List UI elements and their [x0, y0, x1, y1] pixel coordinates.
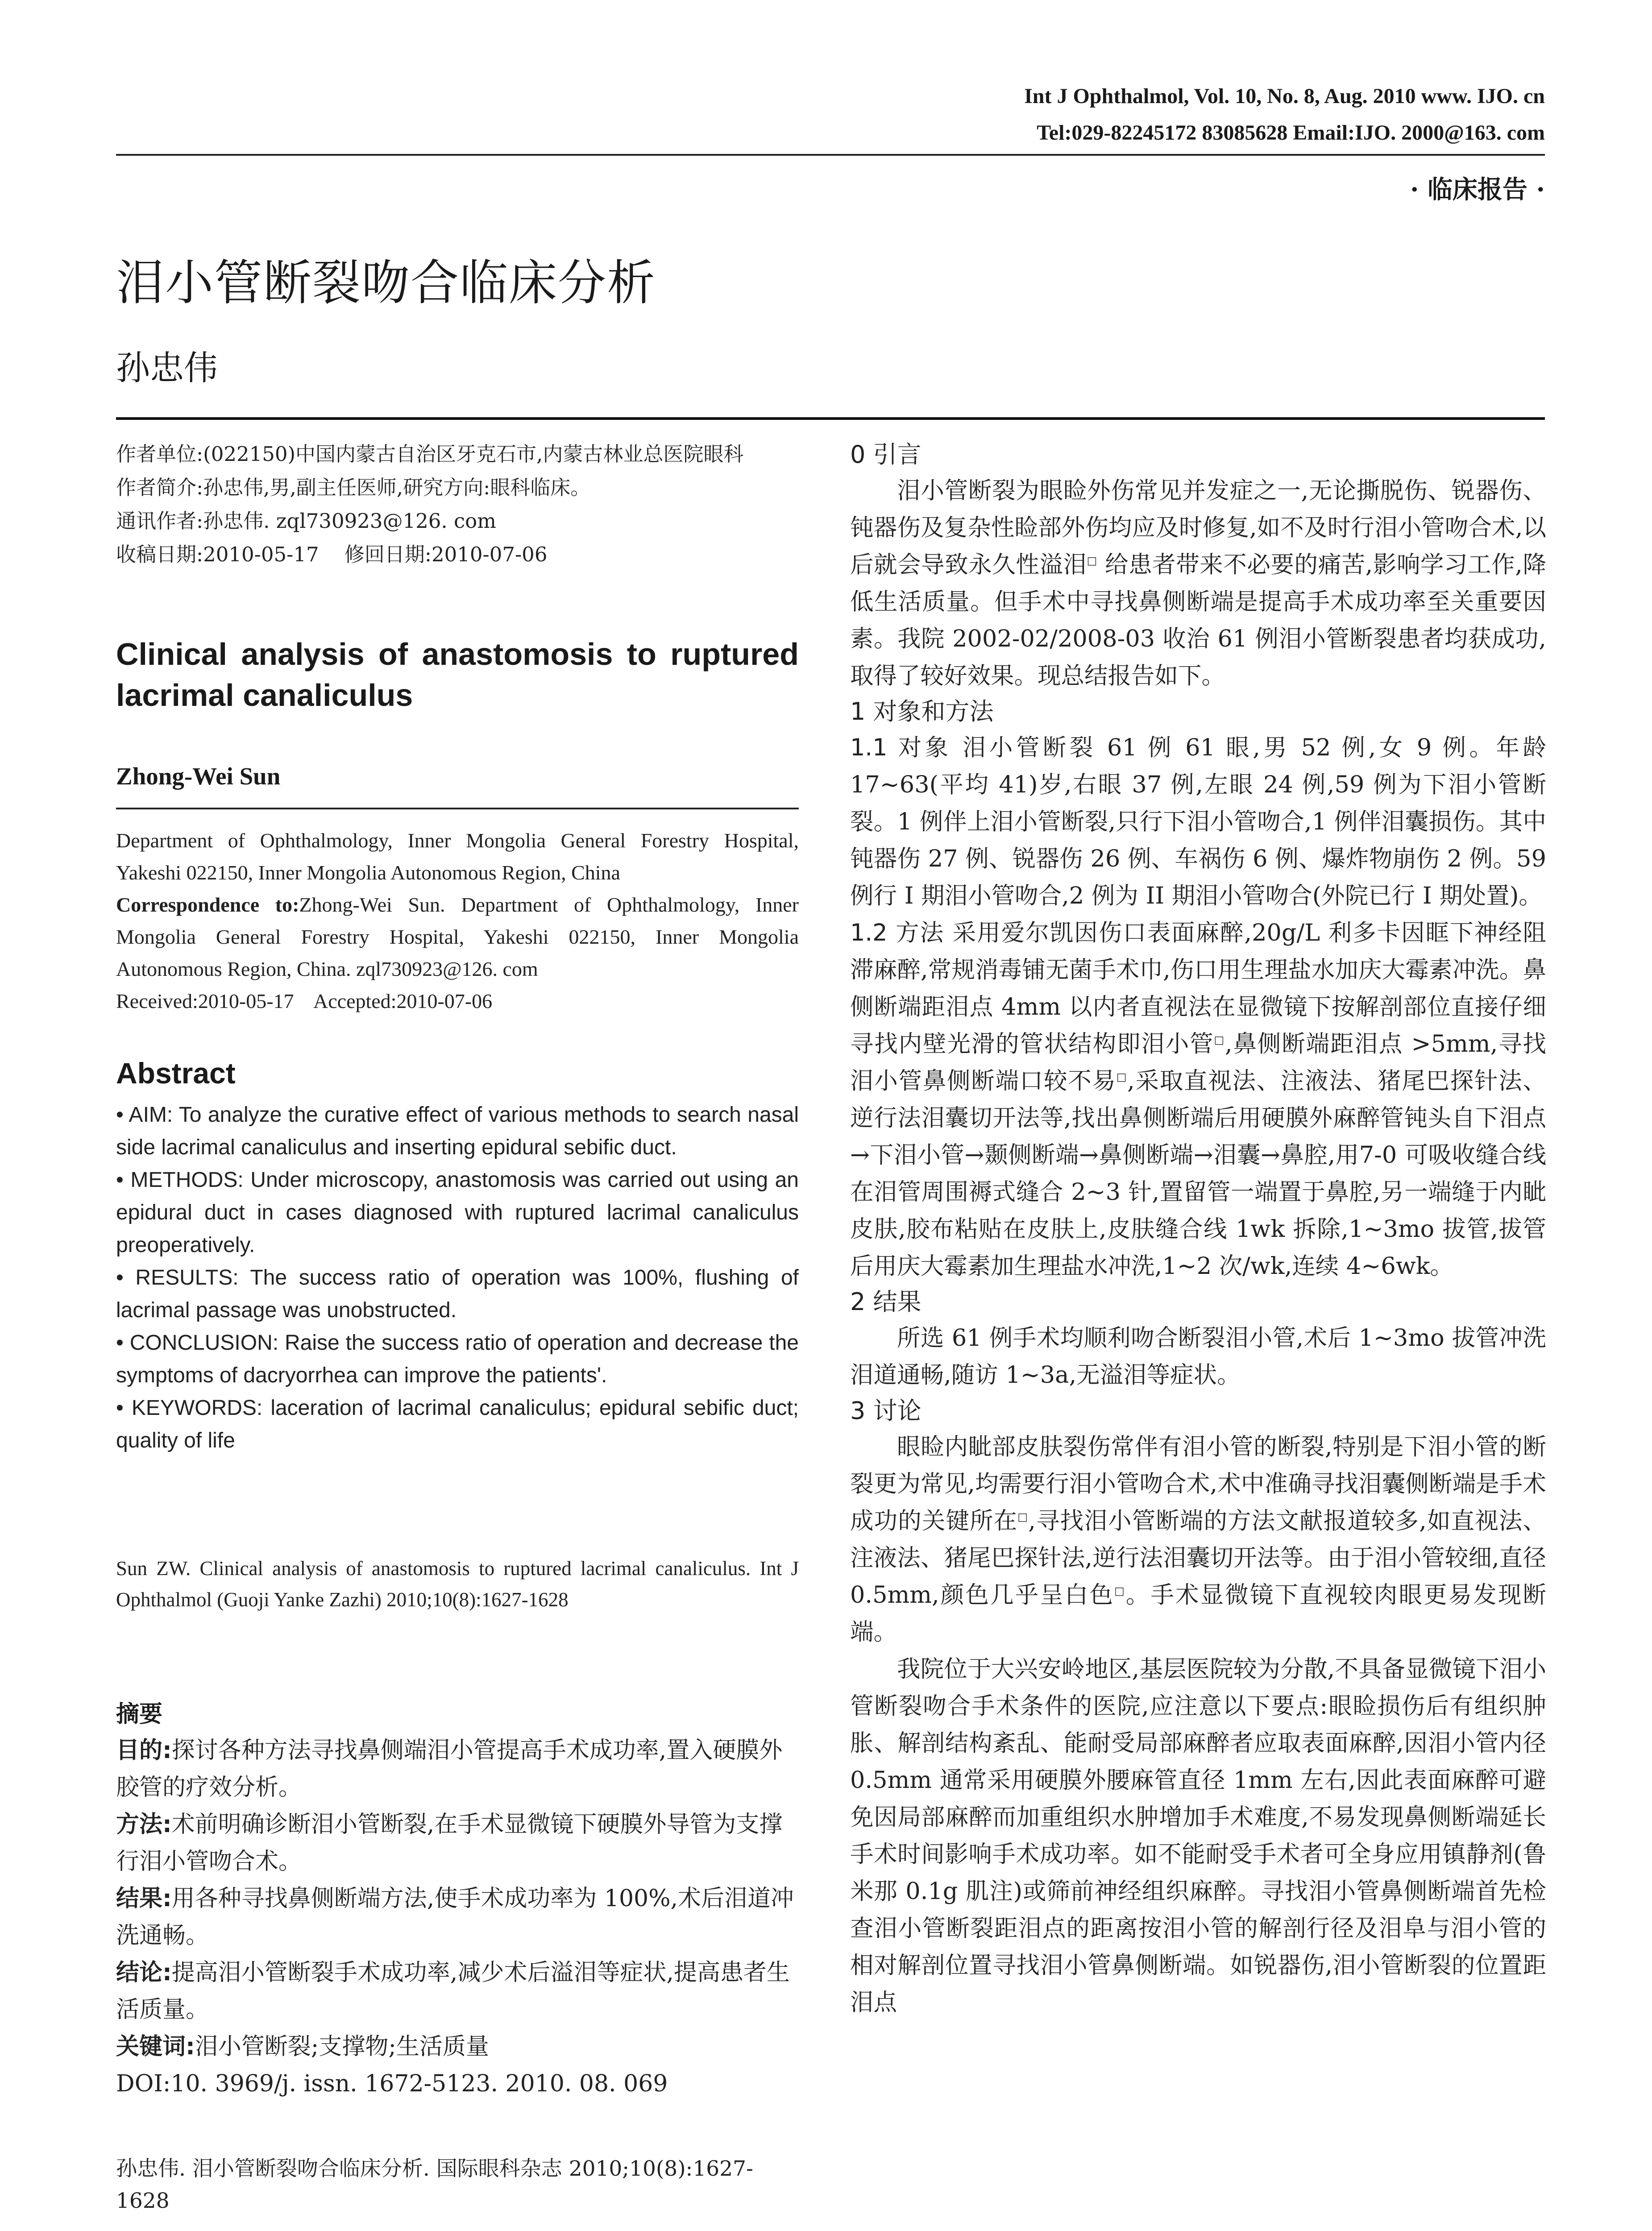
header-rule — [116, 154, 1545, 156]
abstract-cn-methods — [116, 1806, 799, 1880]
reference-marker-icon: □ — [1214, 1033, 1225, 1046]
abstract-cn-results-label: 结果: — [116, 1885, 172, 1912]
discussion-text-b: ,寻找泪小管断端的方法文献报道较多,如直视法、注液法、猪尾巴探针法,逆行法泪囊切开法等。由于泪小管较细,直径 0.5mm,颜色几乎呈白色 — [850, 1507, 1546, 1609]
methods-paragraph — [850, 914, 1546, 1285]
abstract-conclusion: • CONCLUSION: Raise the success ratio of operation and decrease the symptoms of dacryorrhea can improve the patients'. — [116, 1331, 799, 1387]
citation-cn: 孙忠伟. 泪小管断裂吻合临床分析. 国际眼科杂志 2010;10(8):1627-1628 — [116, 2156, 753, 2213]
heading-subjects-methods: 1 对象和方法 — [850, 697, 994, 726]
abstract-cn-keywords-label: 关键词: — [116, 2033, 195, 2060]
heading-introduction: 0 引言 — [850, 440, 921, 469]
abstract-cn-methods-text: 术前明确诊断泪小管断裂,在手术显微镜下硬膜外导管为支撑行泪小管吻合术。 — [116, 1811, 783, 1875]
correspondence-en — [116, 889, 799, 985]
reference-marker-icon: □ — [1087, 554, 1097, 567]
abstract-cn-aim — [116, 1732, 799, 1806]
methods-heading: 1.2 方法 — [850, 919, 945, 946]
subjects-text: 泪小管断裂 61 例 61 眼,男 52 例,女 9 例。年龄 17~63(平均 41)岁,右眼 37 例,左眼 24 例,59 例为下泪小管断裂。1 例伴上泪小管断裂,只行下泪小管吻合,1 例伴泪囊损伤。其中钝器伤 27 例、锐器伤 26 例、车祸伤 6 例、爆炸物崩伤 2 例。59 例行 I 期泪小管吻合,2 例为 II 期泪小管吻合(外院已行 I 期处置)。 — [850, 734, 1547, 909]
subjects-heading: 1.1 对象 — [850, 734, 952, 761]
abstract-body — [116, 1099, 799, 1457]
correspondence-text: Zhong-Wei Sun. Department of Ophthalmology, Inner Mongolia General Forestry Hospital, Yakeshi 022150, Inner Mongolia Autonomous Region, China. zql730923@126. com — [116, 893, 799, 980]
abstract-aim: • AIM: To analyze the curative effect of various methods to search nasal side lacrimal canaliculus and inserting epidural sebific duct. — [116, 1103, 799, 1159]
reference-marker-icon: □ — [1114, 1584, 1126, 1597]
discussion-paragraph-2: 我院位于大兴安岭地区,基层医院较为分散,不具备显微镜下泪小管断裂吻合手术条件的医院,应注意以下要点:眼睑损伤后有组织肿胀、解剖结构紊乱、能耐受局部麻醉者应取表面麻醉,因泪小管内径 0.5mm 通常采用硬膜外腰麻管直径 1mm 左右,因此表面麻醉可避免因局部麻醉而加重组织水肿增加手术难度,不易发现鼻侧断端延长手术时间影响手术成功率。如不能耐受手术者可全身应用镇静剂(鲁米那 0.1g 肌注)或筛前神经组织麻醉。寻找泪小管鼻侧断端首先检查泪小管断裂距泪点的距离按泪小管的解剖行径及泪阜与泪小管的相对解剖位置寻找泪小管鼻侧断端。如锐器伤,泪小管断裂的位置距泪点 — [850, 1655, 1546, 2016]
received-dates-cn: 收稿日期:2010-05-17 修回日期:2010-07-06 — [116, 543, 548, 566]
methods-text-c: ,采取直视法、注液法、猪尾巴探针法、逆行法泪囊切开法等,找出鼻侧断端后用硬膜外麻醉管钝头自下泪点→下泪小管→颞侧断端→鼻侧断端→泪囊→鼻腔,用7-0 可吸收缝合线在泪管周围褥式缝合 2~3 针,置留管一端置于鼻腔,另一端缝于内眦皮肤,胶布粘贴在皮肤上,皮肤缝合线 1wk 拆除,1~3mo 拔管,拔管后用庆大霉素加生理盐水冲洗,1~2 次/wk,连续 4~6wk。 — [850, 1067, 1546, 1280]
abstract-keywords: • KEYWORDS: laceration of lacrimal canaliculus; epidural sebific duct; quality of life — [116, 1396, 799, 1452]
doi: DOI:10. 3969/j. issn. 1672-5123. 2010. 08. 069 — [116, 2070, 668, 2097]
reference-marker-icon: □ — [1116, 1070, 1128, 1083]
reference-marker-icon: □ — [1017, 1510, 1029, 1523]
correspondence-label: Correspondence to: — [116, 893, 299, 916]
discussion-paragraph-1 — [850, 1428, 1546, 1650]
abstract-cn-results — [116, 1880, 799, 1954]
abstract-cn-aim-text: 探讨各种方法寻找鼻侧端泪小管提高手术成功率,置入硬膜外胶管的疗效分析。 — [116, 1737, 783, 1801]
corresponding-author: 通讯作者:孙忠伟. zql730923@126. com — [116, 509, 496, 533]
section-tag: · 临床报告 · — [1410, 175, 1545, 204]
author-bio: 作者简介:孙忠伟,男,副主任医师,研究方向:眼科临床。 — [116, 476, 591, 499]
methods-text-b: ,鼻侧断端距泪点 >5mm,寻找泪小管鼻侧断端口较不易 — [850, 1030, 1546, 1095]
abstract-cn-methods-label: 方法: — [116, 1811, 172, 1838]
intro-text-a: 泪小管断裂为眼睑外伤常见并发症之一,无论撕脱伤、锐器伤、钝器伤及复杂性睑部外伤均应及时修复,如不及时行泪小管吻合术,以后就会导致永久性溢泪 — [850, 477, 1546, 578]
abstract-heading: Abstract — [116, 1057, 236, 1090]
heading-discussion: 3 讨论 — [850, 1397, 921, 1425]
affiliation-en — [116, 825, 799, 1017]
author-rule — [116, 808, 799, 809]
author-info — [116, 437, 799, 571]
author-affiliation: 作者单位:(022150)中国内蒙古自治区牙克石市,内蒙古林业总医院眼科 — [116, 442, 744, 466]
article-title-cn: 泪小管断裂吻合临床分析 — [116, 255, 656, 311]
contact-info: Tel:029-82245172 83085628 Email:IJO. 2000@163. com — [1037, 121, 1545, 145]
abstract-cn-conclusion-text: 提高泪小管断裂手术成功率,减少术后溢泪等症状,提高患者生活质量。 — [116, 1959, 790, 2023]
journal-info: Int J Ophthalmol, Vol. 10, No. 8, Aug. 2010 www. IJO. cn — [1024, 84, 1545, 108]
article-title-en: Clinical analysis of anastomosis to ruptured lacrimal canaliculus — [116, 637, 799, 713]
author-cn: 孙忠伟 — [116, 348, 218, 388]
abstract-cn-keywords-text: 泪小管断裂;支撑物;生活质量 — [195, 2033, 489, 2060]
abstract-results: • RESULTS: The success ratio of operation was 100%, flushing of lacrimal passage was unobstructed. — [116, 1266, 799, 1322]
received-dates-en: Received:2010-05-17 Accepted:2010-07-06 — [116, 990, 493, 1012]
abstract-cn-keywords — [116, 2028, 799, 2065]
methods-text-a: 采用爱尔凯因伤口表面麻醉,20g/L 利多卡因眶下神经阻滞麻醉,常规消毒铺无菌手术巾,伤口用生理盐水加庆大霉素冲洗。鼻侧断端距泪点 4mm 以内者直视法在显微镜下按解剖部位直接仔细寻找内壁光滑的管状结构即泪小管 — [850, 919, 1547, 1057]
abstract-cn-conclusion — [116, 1954, 799, 2028]
subjects-paragraph — [850, 729, 1546, 914]
abstract-cn-results-text: 用各种寻找鼻侧断端方法,使手术成功率为 100%,术后泪道冲洗通畅。 — [116, 1885, 794, 1949]
abstract-methods: • METHODS: Under microscopy, anastomosis was carried out using an epidural duct in cases diagnosed with ruptured lacrimal canaliculus preoperatively. — [116, 1168, 799, 1257]
abstract-cn-conclusion-label: 结论: — [116, 1959, 172, 1986]
abstract-cn-body — [116, 1732, 799, 2102]
author-en: Zhong-Wei Sun — [116, 763, 281, 790]
discussion-text-c: 。手术显微镜下直视较肉眼更易发现断端。 — [850, 1581, 1546, 1646]
results-paragraph: 所选 61 例手术均顺利吻合断裂泪小管,术后 1~3mo 拔管冲洗泪道通畅,随访 1~3a,无溢泪等症状。 — [850, 1324, 1546, 1389]
heading-results: 2 结果 — [850, 1288, 921, 1316]
citation-en: Sun ZW. Clinical analysis of anastomosis to ruptured lacrimal canaliculus. Int J Ophthalmol (Guoji Yanke Zazhi) 2010;10(8):1627-1628 — [116, 1557, 799, 1611]
department-en: Department of Ophthalmology, Inner Mongolia General Forestry Hospital, Yakeshi 022150, Inner Mongolia Autonomous Region, China — [116, 829, 799, 884]
introduction-paragraph — [850, 472, 1546, 694]
intro-text-b: 给患者带来不必要的痛苦,影响学习工作,降低生活质量。但手术中寻找鼻侧断端是提高手术成功率至关重要因素。我院 2002-02/2008-03 收治 61 例泪小管断裂患者均获成功,取得了较好效果。现总结报告如下。 — [850, 551, 1546, 689]
article-body — [850, 437, 1546, 2021]
title-rule — [116, 417, 1545, 420]
abstract-cn-heading: 摘要 — [116, 1701, 163, 1728]
discussion-text-a: 眼睑内眦部皮肤裂伤常伴有泪小管的断裂,特别是下泪小管的断裂更为常见,均需要行泪小管吻合术,术中准确寻找泪囊侧断端是手术成功的关键所在 — [850, 1433, 1546, 1534]
abstract-cn-aim-label: 目的: — [116, 1737, 172, 1764]
